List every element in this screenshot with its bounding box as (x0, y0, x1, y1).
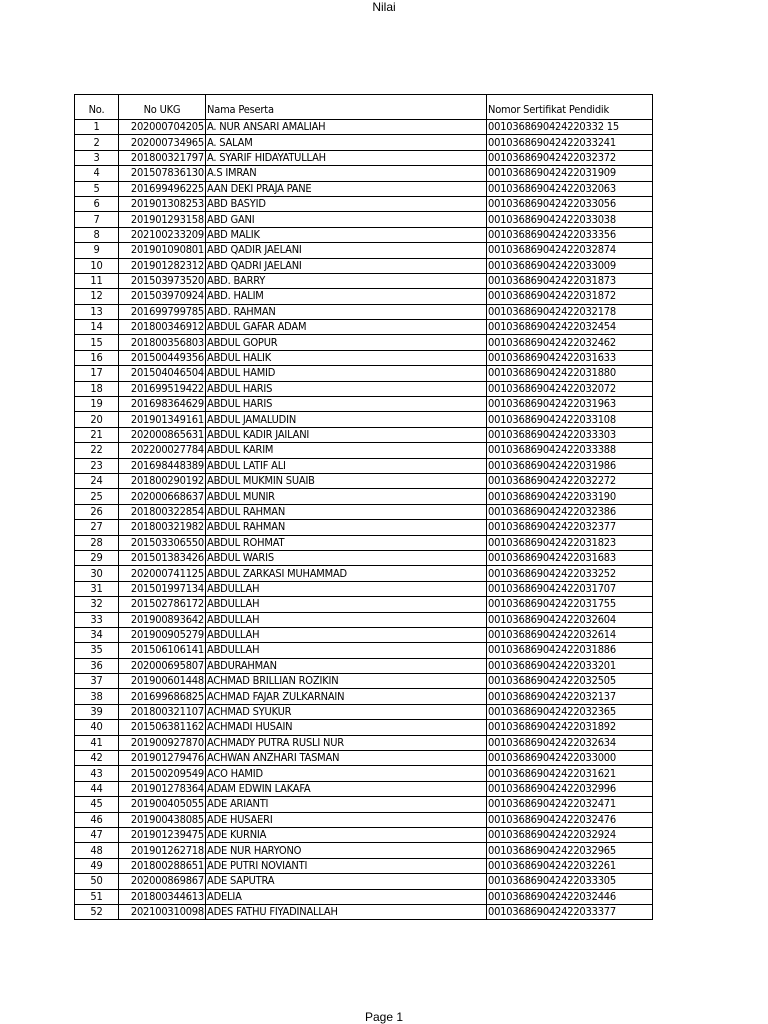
table-row (75, 397, 653, 412)
cell-no-ukg: 201900405055 (119, 797, 206, 812)
cell-nama-peserta: ABDULLAH (206, 581, 487, 596)
column-header-no: No. (75, 95, 119, 120)
cell-no: 20 (75, 412, 119, 427)
cell-nomor-sertifikat: 001036869042422032476 (487, 812, 653, 827)
cell-no-ukg: 202100310098 (119, 904, 206, 919)
cell-nomor-sertifikat: 001036869042422033000 (487, 751, 653, 766)
cell-nama-peserta: A. NUR ANSARI AMALIAH (206, 120, 487, 135)
cell-no: 43 (75, 766, 119, 781)
cell-nomor-sertifikat: 001036869042422032386 (487, 504, 653, 519)
cell-no: 32 (75, 597, 119, 612)
cell-nomor-sertifikat: 001036869042422031880 (487, 366, 653, 381)
cell-no: 36 (75, 658, 119, 673)
cell-nomor-sertifikat: 001036869042422031755 (487, 597, 653, 612)
cell-nama-peserta: A. SYARIF HIDAYATULLAH (206, 150, 487, 165)
cell-nama-peserta: ABDUL HARIS (206, 381, 487, 396)
table-row (75, 150, 653, 165)
cell-no-ukg: 201901278364 (119, 781, 206, 796)
cell-nomor-sertifikat: 001036869042422033056 (487, 196, 653, 211)
cell-nama-peserta: ABDUL ROHMAT (206, 535, 487, 550)
cell-no-ukg: 201698448389 (119, 458, 206, 473)
cell-nama-peserta: ACHMAD FAJAR ZULKARNAIN (206, 689, 487, 704)
cell-no-ukg: 201501383426 (119, 550, 206, 565)
cell-no: 26 (75, 504, 119, 519)
table-row (75, 689, 653, 704)
cell-nomor-sertifikat: 001036869042422033108 (487, 412, 653, 427)
cell-no: 15 (75, 335, 119, 350)
cell-nomor-sertifikat: 001036869042422031886 (487, 643, 653, 658)
cell-nama-peserta: ADE ARIANTI (206, 797, 487, 812)
cell-nama-peserta: ABD QADRI JAELANI (206, 258, 487, 273)
cell-nomor-sertifikat: 001036869042422032965 (487, 843, 653, 858)
cell-no-ukg: 201800288651 (119, 858, 206, 873)
table-row (75, 135, 653, 150)
cell-no-ukg: 201699519422 (119, 381, 206, 396)
cell-nomor-sertifikat: 001036869042422032996 (487, 781, 653, 796)
table-row (75, 166, 653, 181)
cell-no: 16 (75, 350, 119, 365)
table-row (75, 797, 653, 812)
cell-no: 4 (75, 166, 119, 181)
cell-nomor-sertifikat: 001036869042422032874 (487, 243, 653, 258)
cell-no-ukg: 201506381162 (119, 720, 206, 735)
cell-nama-peserta: ABD MALIK (206, 227, 487, 242)
table-row (75, 196, 653, 211)
cell-no-ukg: 201503970924 (119, 289, 206, 304)
cell-nomor-sertifikat: 001036869042422031986 (487, 458, 653, 473)
cell-nomor-sertifikat: 001036869042422032261 (487, 858, 653, 873)
cell-no: 2 (75, 135, 119, 150)
cell-no: 34 (75, 627, 119, 642)
table-row (75, 550, 653, 565)
cell-no-ukg: 201800290192 (119, 473, 206, 488)
cell-nomor-sertifikat: 001036869042422031621 (487, 766, 653, 781)
cell-nomor-sertifikat: 001036869042422033038 (487, 212, 653, 227)
cell-nomor-sertifikat: 001036869042422032505 (487, 674, 653, 689)
cell-nomor-sertifikat: 001036869042422033356 (487, 227, 653, 242)
cell-nama-peserta: ABDULLAH (206, 612, 487, 627)
cell-no: 39 (75, 704, 119, 719)
cell-nama-peserta: ABDUL JAMALUDIN (206, 412, 487, 427)
cell-nama-peserta: ABDULLAH (206, 597, 487, 612)
table-row (75, 489, 653, 504)
cell-no-ukg: 201800356803 (119, 335, 206, 350)
cell-nomor-sertifikat: 001036869042422032178 (487, 304, 653, 319)
cell-no: 3 (75, 150, 119, 165)
table-row (75, 627, 653, 642)
page-header-title: Nilai (372, 0, 396, 14)
cell-no: 29 (75, 550, 119, 565)
cell-no-ukg: 201900438085 (119, 812, 206, 827)
cell-no-ukg: 201699496225 (119, 181, 206, 196)
cell-no: 42 (75, 751, 119, 766)
table-row (75, 843, 653, 858)
cell-nomor-sertifikat: 001036869042422033388 (487, 443, 653, 458)
cell-nama-peserta: ACHMADY PUTRA RUSLI NUR (206, 735, 487, 750)
cell-no-ukg: 201901349161 (119, 412, 206, 427)
cell-nomor-sertifikat: 001036869042422033305 (487, 874, 653, 889)
cell-no: 18 (75, 381, 119, 396)
table-header-row (75, 95, 653, 120)
cell-nomor-sertifikat: 001036869042422033252 (487, 566, 653, 581)
cell-nama-peserta: A.S IMRAN (206, 166, 487, 181)
table-row (75, 320, 653, 335)
table-row (75, 889, 653, 904)
table-row (75, 720, 653, 735)
cell-nomor-sertifikat: 001036869042422032137 (487, 689, 653, 704)
cell-nama-peserta: ABDUL KADIR JAILANI (206, 427, 487, 442)
cell-nomor-sertifikat: 001036869042422032272 (487, 473, 653, 488)
cell-nama-peserta: ADE HUSAERI (206, 812, 487, 827)
cell-no: 21 (75, 427, 119, 442)
cell-nama-peserta: ADELIA (206, 889, 487, 904)
cell-no: 17 (75, 366, 119, 381)
table-row (75, 781, 653, 796)
cell-nama-peserta: ABDUL GAFAR ADAM (206, 320, 487, 335)
cell-nama-peserta: ACHWAN ANZHARI TASMAN (206, 751, 487, 766)
cell-nomor-sertifikat: 001036869042422033190 (487, 489, 653, 504)
cell-no-ukg: 201800321797 (119, 150, 206, 165)
cell-no: 19 (75, 397, 119, 412)
cell-no: 28 (75, 535, 119, 550)
table-row (75, 597, 653, 612)
cell-no: 8 (75, 227, 119, 242)
cell-no-ukg: 202000704205 (119, 120, 206, 135)
cell-nomor-sertifikat: 001036869042422032614 (487, 627, 653, 642)
cell-no: 22 (75, 443, 119, 458)
table-row (75, 674, 653, 689)
cell-no: 24 (75, 473, 119, 488)
cell-no: 50 (75, 874, 119, 889)
cell-no: 35 (75, 643, 119, 658)
cell-no-ukg: 201500449356 (119, 350, 206, 365)
cell-nomor-sertifikat: 001036869042422032072 (487, 381, 653, 396)
cell-no: 46 (75, 812, 119, 827)
cell-no: 49 (75, 858, 119, 873)
cell-nama-peserta: ADE SAPUTRA (206, 874, 487, 889)
cell-nama-peserta: ABD GANI (206, 212, 487, 227)
cell-no-ukg: 201699799785 (119, 304, 206, 319)
cell-nama-peserta: ABD. BARRY (206, 273, 487, 288)
cell-nama-peserta: AAN DEKI PRAJA PANE (206, 181, 487, 196)
cell-no: 52 (75, 904, 119, 919)
table-row (75, 751, 653, 766)
cell-no: 30 (75, 566, 119, 581)
cell-nomor-sertifikat: 001036869042422033201 (487, 658, 653, 673)
cell-nama-peserta: ABD. RAHMAN (206, 304, 487, 319)
table-row (75, 581, 653, 596)
table-row (75, 766, 653, 781)
cell-nama-peserta: ABDURAHMAN (206, 658, 487, 673)
table-row (75, 643, 653, 658)
cell-no: 5 (75, 181, 119, 196)
cell-nomor-sertifikat: 001036869042422032446 (487, 889, 653, 904)
cell-no: 25 (75, 489, 119, 504)
table-row (75, 827, 653, 842)
cell-no: 12 (75, 289, 119, 304)
table-row (75, 658, 653, 673)
cell-no: 27 (75, 520, 119, 535)
cell-no-ukg: 202000741125 (119, 566, 206, 581)
cell-nomor-sertifikat: 001036869042422033241 (487, 135, 653, 150)
cell-nama-peserta: ABDULLAH (206, 643, 487, 658)
cell-nomor-sertifikat: 001036869042422032372 (487, 150, 653, 165)
cell-nomor-sertifikat: 001036869042422032634 (487, 735, 653, 750)
table-row (75, 289, 653, 304)
cell-no-ukg: 201698364629 (119, 397, 206, 412)
cell-no-ukg: 201901293158 (119, 212, 206, 227)
cell-no: 6 (75, 196, 119, 211)
cell-no-ukg: 201901279476 (119, 751, 206, 766)
cell-no: 10 (75, 258, 119, 273)
cell-nama-peserta: ACO HAMID (206, 766, 487, 781)
cell-nama-peserta: ABDUL MUNIR (206, 489, 487, 504)
cell-no-ukg: 201901308253 (119, 196, 206, 211)
cell-no: 47 (75, 827, 119, 842)
cell-nama-peserta: ABDUL RAHMAN (206, 504, 487, 519)
column-header-nomor-sertifikat: Nomor Sertifikat Pendidik (487, 95, 653, 120)
cell-no-ukg: 201507836130 (119, 166, 206, 181)
cell-nomor-sertifikat: 001036869042422031872 (487, 289, 653, 304)
cell-no-ukg: 201900905279 (119, 627, 206, 642)
table-row (75, 812, 653, 827)
cell-no: 48 (75, 843, 119, 858)
cell-nomor-sertifikat: 001036869042422031963 (487, 397, 653, 412)
cell-no-ukg: 202000668637 (119, 489, 206, 504)
table-row (75, 227, 653, 242)
cell-no-ukg: 201503306550 (119, 535, 206, 550)
table-row (75, 350, 653, 365)
cell-no: 40 (75, 720, 119, 735)
cell-nomor-sertifikat: 001036869042422031683 (487, 550, 653, 565)
cell-no: 9 (75, 243, 119, 258)
cell-no-ukg: 201901282312 (119, 258, 206, 273)
cell-no-ukg: 201901262718 (119, 843, 206, 858)
table-row (75, 535, 653, 550)
cell-nomor-sertifikat: 001036869042422031909 (487, 166, 653, 181)
table-row (75, 381, 653, 396)
cell-nama-peserta: ABDUL GOPUR (206, 335, 487, 350)
cell-nama-peserta: ABDUL WARIS (206, 550, 487, 565)
cell-nama-peserta: ACHMADI HUSAIN (206, 720, 487, 735)
cell-nomor-sertifikat: 001036869042422031823 (487, 535, 653, 550)
cell-nomor-sertifikat: 001036869042422032377 (487, 520, 653, 535)
cell-nama-peserta: ABDUL MUKMIN SUAIB (206, 473, 487, 488)
cell-nama-peserta: A. SALAM (206, 135, 487, 150)
cell-nomor-sertifikat: 001036869042422032462 (487, 335, 653, 350)
table-row (75, 735, 653, 750)
cell-no: 38 (75, 689, 119, 704)
table-row (75, 443, 653, 458)
table-row (75, 904, 653, 919)
table-row (75, 566, 653, 581)
table-row (75, 612, 653, 627)
cell-nomor-sertifikat: 001036869042422031873 (487, 273, 653, 288)
cell-no-ukg: 201800344613 (119, 889, 206, 904)
cell-nomor-sertifikat: 001036869042422031707 (487, 581, 653, 596)
cell-nomor-sertifikat: 001036869042422032471 (487, 797, 653, 812)
table-row (75, 504, 653, 519)
cell-no-ukg: 201900893642 (119, 612, 206, 627)
table-row (75, 874, 653, 889)
cell-nama-peserta: ADE KURNIA (206, 827, 487, 842)
cell-no-ukg: 201501997134 (119, 581, 206, 596)
cell-no: 7 (75, 212, 119, 227)
column-header-nama-peserta: Nama Peserta (206, 95, 487, 120)
cell-nama-peserta: ABDUL RAHMAN (206, 520, 487, 535)
cell-no-ukg: 202000734965 (119, 135, 206, 150)
table-row (75, 458, 653, 473)
cell-nama-peserta: ABDUL HARIS (206, 397, 487, 412)
cell-no: 23 (75, 458, 119, 473)
cell-no-ukg: 202200027784 (119, 443, 206, 458)
cell-nama-peserta: ABDUL HALIK (206, 350, 487, 365)
participants-table (74, 94, 653, 920)
table-body (75, 120, 653, 920)
cell-nama-peserta: ABD. HALIM (206, 289, 487, 304)
table-row (75, 212, 653, 227)
cell-no: 13 (75, 304, 119, 319)
cell-nama-peserta: ABD BASYID (206, 196, 487, 211)
cell-no: 33 (75, 612, 119, 627)
cell-no-ukg: 201800321107 (119, 704, 206, 719)
cell-no: 44 (75, 781, 119, 796)
cell-nama-peserta: ABDUL HAMID (206, 366, 487, 381)
cell-nama-peserta: ACHMAD SYUKUR (206, 704, 487, 719)
table-row (75, 858, 653, 873)
cell-nomor-sertifikat: 0010368690424220332 15 (487, 120, 653, 135)
cell-no-ukg: 201699686825 (119, 689, 206, 704)
cell-nomor-sertifikat: 001036869042422033377 (487, 904, 653, 919)
cell-nama-peserta: ABDUL LATIF ALI (206, 458, 487, 473)
cell-no-ukg: 201800321982 (119, 520, 206, 535)
cell-nomor-sertifikat: 001036869042422031892 (487, 720, 653, 735)
table-row (75, 412, 653, 427)
cell-no: 51 (75, 889, 119, 904)
table-row (75, 335, 653, 350)
cell-nomor-sertifikat: 001036869042422032365 (487, 704, 653, 719)
cell-nomor-sertifikat: 001036869042422032063 (487, 181, 653, 196)
cell-no-ukg: 201504046504 (119, 366, 206, 381)
cell-nomor-sertifikat: 001036869042422033303 (487, 427, 653, 442)
cell-no-ukg: 202100233209 (119, 227, 206, 242)
cell-no-ukg: 201506106141 (119, 643, 206, 658)
cell-no-ukg: 201900601448 (119, 674, 206, 689)
cell-no-ukg: 201800322854 (119, 504, 206, 519)
table-row (75, 427, 653, 442)
cell-nama-peserta: ADE NUR HARYONO (206, 843, 487, 858)
table-row (75, 258, 653, 273)
cell-nomor-sertifikat: 001036869042422033009 (487, 258, 653, 273)
cell-no-ukg: 202000865631 (119, 427, 206, 442)
cell-no: 11 (75, 273, 119, 288)
cell-no: 1 (75, 120, 119, 135)
table-row (75, 704, 653, 719)
cell-no-ukg: 201503973520 (119, 273, 206, 288)
table-row (75, 243, 653, 258)
cell-nama-peserta: ABDUL KARIM (206, 443, 487, 458)
cell-no-ukg: 201502786172 (119, 597, 206, 612)
cell-nama-peserta: ABDULLAH (206, 627, 487, 642)
cell-no: 45 (75, 797, 119, 812)
table-row (75, 366, 653, 381)
cell-no-ukg: 201500209549 (119, 766, 206, 781)
table-row (75, 473, 653, 488)
cell-nomor-sertifikat: 001036869042422032924 (487, 827, 653, 842)
cell-nomor-sertifikat: 001036869042422031633 (487, 350, 653, 365)
cell-no: 37 (75, 674, 119, 689)
table-row (75, 181, 653, 196)
cell-no-ukg: 201900927870 (119, 735, 206, 750)
cell-nama-peserta: ABD QADIR JAELANI (206, 243, 487, 258)
page-number: Page 1 (364, 1010, 404, 1024)
cell-nama-peserta: ACHMAD BRILLIAN ROZIKIN (206, 674, 487, 689)
cell-no-ukg: 201800346912 (119, 320, 206, 335)
table-row (75, 120, 653, 135)
column-header-no-ukg: No UKG (119, 95, 206, 120)
cell-nomor-sertifikat: 001036869042422032454 (487, 320, 653, 335)
cell-no-ukg: 202000869867 (119, 874, 206, 889)
cell-no-ukg: 201901239475 (119, 827, 206, 842)
cell-no: 14 (75, 320, 119, 335)
table-row (75, 520, 653, 535)
table-row (75, 304, 653, 319)
cell-nama-peserta: ABDUL ZARKASI MUHAMMAD (206, 566, 487, 581)
cell-no-ukg: 201901090801 (119, 243, 206, 258)
table-row (75, 273, 653, 288)
cell-no: 31 (75, 581, 119, 596)
cell-no-ukg: 202000695807 (119, 658, 206, 673)
cell-nama-peserta: ADES FATHU FIYADINALLAH (206, 904, 487, 919)
cell-nomor-sertifikat: 001036869042422032604 (487, 612, 653, 627)
cell-no: 41 (75, 735, 119, 750)
cell-nama-peserta: ADE PUTRI NOVIANTI (206, 858, 487, 873)
cell-nama-peserta: ADAM EDWIN LAKAFA (206, 781, 487, 796)
